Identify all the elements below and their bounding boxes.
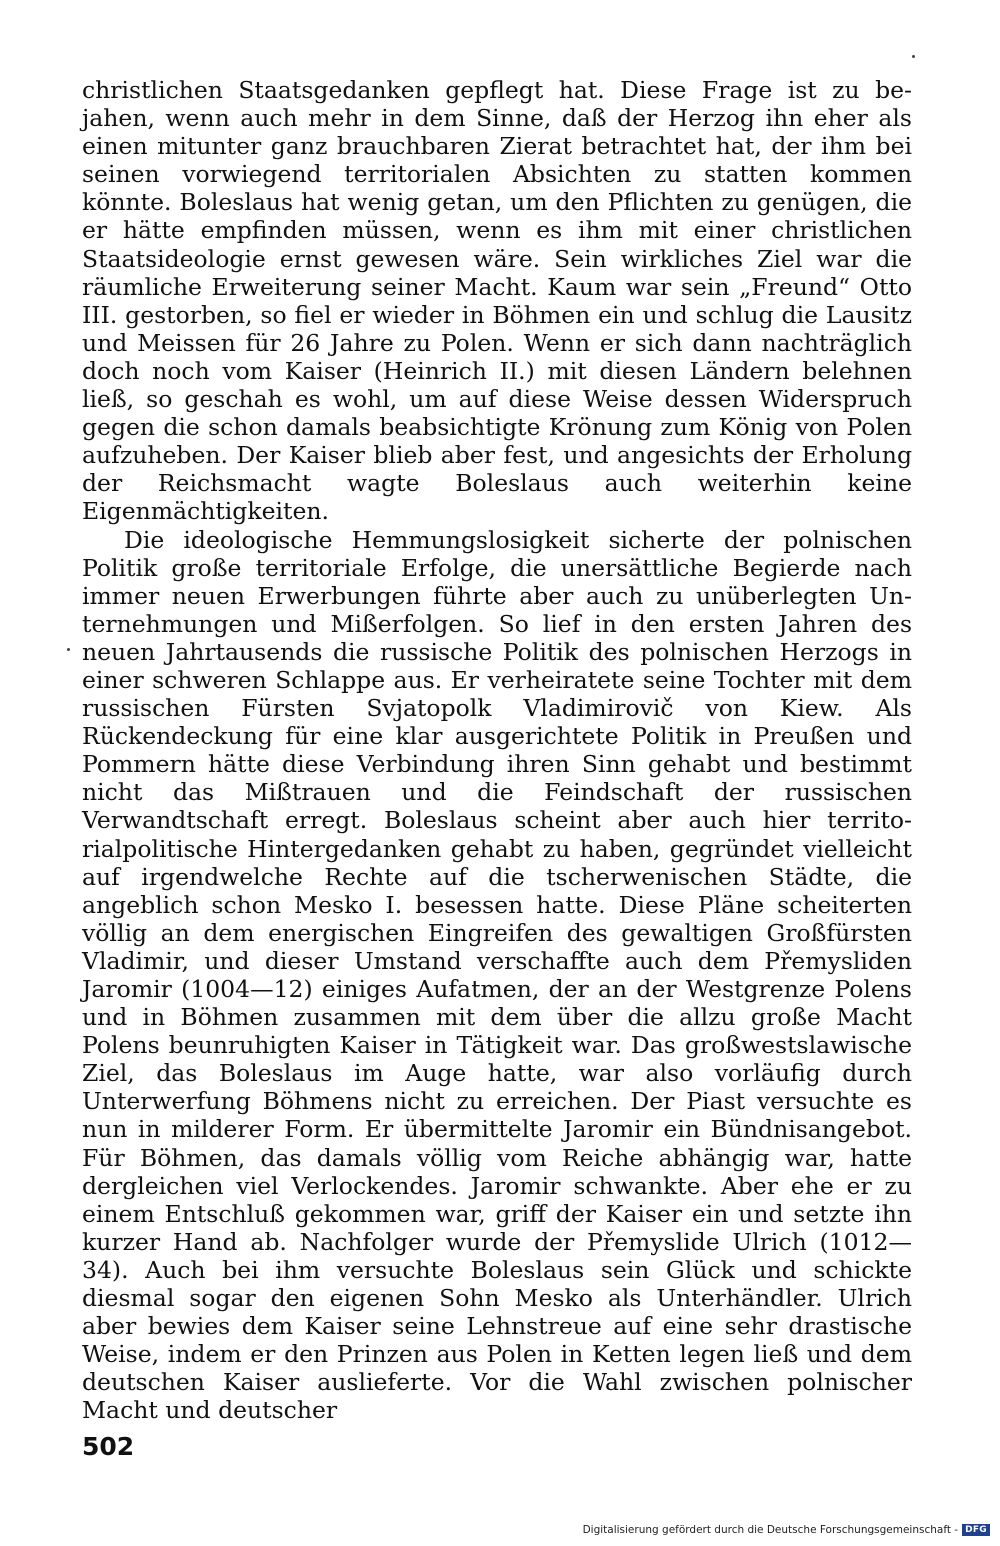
footer-credit: Digitalisierung gefördert durch die Deutsche Forschungsgemeinschaft - [582,1524,959,1536]
scan-speck [912,55,915,58]
page-number: 502 [82,1432,135,1461]
dfg-logo: DFG [962,1524,990,1536]
digitization-footer [583,1524,990,1536]
paragraph-2: Die ideologische Hemmungslosigkeit sicherte der polnischen Politik große territoriale Erfolge, die unersättliche Begierde nach immer neuen Erwerbungen führte aber auch zu unüberlegten Unternehmungen und Mißerfolgen. So lief in den ersten Jahren des neuen Jahrtausends die russische Politik des polnischen Herzogs in einer schweren Schlappe aus. Er verheiratete seine Tochter mit dem russischen Fürsten Svjatopolk Vladimirovič von Kiew. Als Rückendeckung für eine klar ausgerichtete Politik in Preußen und Pommern hätte diese Verbindung ihren Sinn gehabt und bestimmt nicht das Mißtrauen und die Feindschaft der russischen Verwandtschaft erregt. Boleslaus scheint aber auch hier territorialpolitische Hintergedanken gehabt zu haben, gegründet vielleicht auf irgendwelche Rechte auf die tscherwenischen Städte, die angeblich schon Mesko I. besessen hatte. Diese Pläne scheiterten völlig an dem energischen Eingreifen des gewaltigen Großfürsten Vladimir, und dieser Umstand verschaffte auch dem Přemysliden Jaromir (1004—12) einiges Aufatmen, der an der Westgrenze Polens und in Böhmen zusammen mit dem über die allzu große Macht Polens beunruhigten Kaiser in Tätigkeit war. Das großwestslawische Ziel, das Boleslaus im Auge hatte, war also vorläufig durch Unterwerfung Böhmens nicht zu erreichen. Der Piast versuchte es nun in milderer Form. Er übermittelte Jaromir ein Bündnisangebot. Für Böhmen, das damals völlig vom Reiche abhängig war, hatte dergleichen viel Verlockendes. Jaromir schwankte. Aber ehe er zu einem Entschluß gekommen war, griff der Kaiser ein und setzte ihn kurzer Hand ab. Nachfolger wurde der Přemyslide Ulrich (1012—34). Auch bei ihm versuchte Boleslaus sein Glück und schickte diesmal sogar den eigenen Sohn Mesko als Unterhändler. Ulrich aber bewies dem Kaiser seine Lehnstreue auf eine sehr drastische Weise, indem er den Prinzen aus Polen in Ketten legen ließ und dem deutschen Kaiser auslieferte. Vor die Wahl zwischen polnischer Macht und deutscher [82,525,912,1425]
body-text [82,76,912,1425]
scan-speck [67,648,70,651]
paragraph-1: christlichen Staatsgedanken gepflegt hat. Diese Frage ist zu bejahen, wenn auch mehr in dem Sinne, daß der Herzog ihn eher als einen mitunter ganz brauchbaren Zierat betrachtet hat, der ihm bei seinen vorwiegend territorialen Absichten zu statten kommen könnte. Boleslaus hat wenig getan, um den Pflichten zu genügen, die er hätte empfinden müssen, wenn es ihm mit einer christlichen Staatsideologie ernst gewesen wäre. Sein wirkliches Ziel war die räumliche Erweiterung seiner Macht. Kaum war sein „Freund“ Otto III. gestorben, so fiel er wieder in Böhmen ein und schlug die Lausitz und Meissen für 26 Jahre zu Polen. Wenn er sich dann nachträglich doch noch vom Kaiser (Heinrich II.) mit diesen Ländern belehnen ließ, so geschah es wohl, um auf diese Weise dessen Widerspruch gegen die schon damals beabsichtigte Krönung zum König von Polen aufzuheben. Der Kaiser blieb aber fest, und angesichts der Erholung der Reichsmacht wagte Boleslaus auch weiterhin keine Eigenmächtigkeiten. [82,76,912,526]
